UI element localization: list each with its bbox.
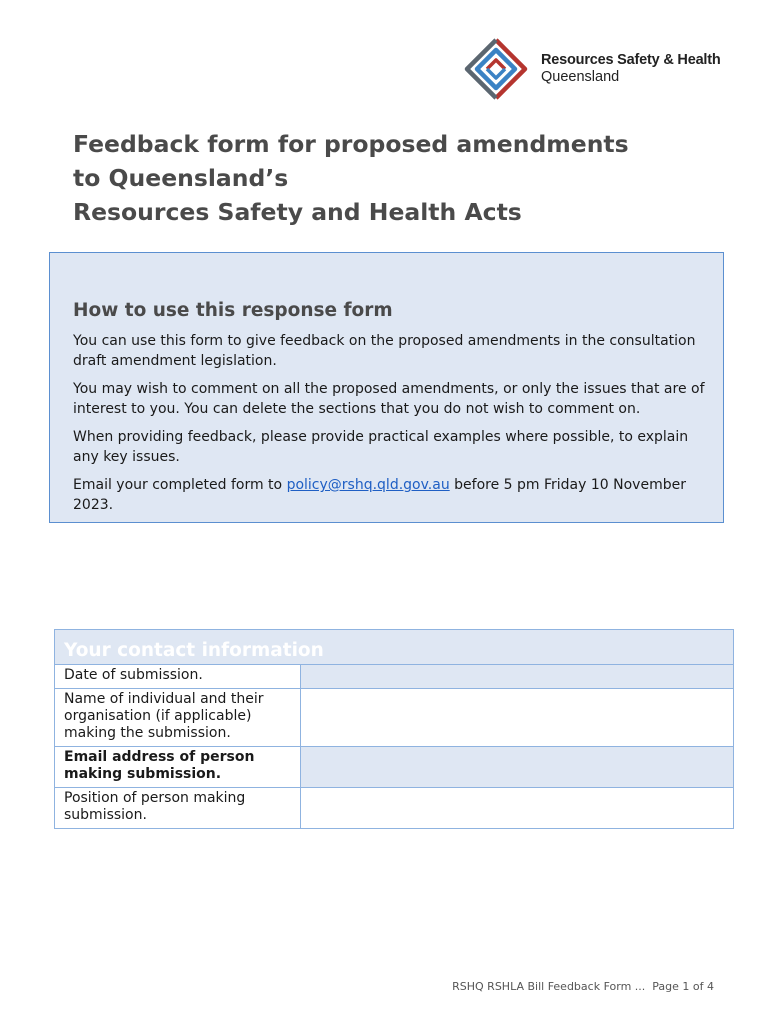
position-field[interactable] xyxy=(301,788,734,829)
footer-page: Page 1 of 4 xyxy=(652,980,714,993)
row-label: Name of individual and their organisation (if applicable) making the submission. xyxy=(55,689,301,747)
footer-doc: RSHQ RSHLA Bill Feedback Form ... xyxy=(452,980,646,993)
table-row xyxy=(55,665,734,689)
page-footer xyxy=(452,980,714,993)
contact-table xyxy=(54,629,734,829)
how-to-para2: You may wish to comment on all the proposed amendments, or only the issues that are of interest to you. You can delete the sections that you do not wish to comment on. xyxy=(73,381,705,417)
para4-after: before 5 pm Friday 10 November 2023. xyxy=(73,477,686,513)
table-row xyxy=(55,747,734,788)
logo-wordmark xyxy=(541,52,721,86)
table-row xyxy=(55,788,734,829)
email-link[interactable]: policy@rshq.qld.gov.au xyxy=(286,477,450,493)
contact-heading: Your contact information xyxy=(55,630,734,665)
contact-header-row xyxy=(55,630,734,665)
email-field[interactable] xyxy=(301,747,734,788)
logo-line1: Resources Safety & Health xyxy=(541,52,721,68)
para4-before: Email your completed form to xyxy=(73,477,287,493)
page-title xyxy=(73,127,713,229)
how-to-para1: You can use this form to give feedback on the proposed amendments in the consultation draft amendment legislation. xyxy=(73,333,696,369)
row-label: Email address of person making submission. xyxy=(55,747,301,788)
logo-line2: Queensland xyxy=(541,69,620,85)
how-to-para3: When providing feedback, please provide practical examples where possible, to explain any key issues. xyxy=(73,429,689,465)
name-field[interactable] xyxy=(301,689,734,747)
title-line1: Feedback form for proposed amendments xyxy=(73,130,629,158)
date-field[interactable] xyxy=(301,665,734,689)
row-label: Position of person making submission. xyxy=(55,788,301,829)
rshq-logo xyxy=(463,36,723,102)
how-to-heading: How to use this response form xyxy=(73,300,393,321)
how-to-para4 xyxy=(73,475,713,515)
row-label: Date of submission. xyxy=(55,665,301,689)
table-row xyxy=(55,689,734,747)
title-line2: to Queensland’s xyxy=(73,164,289,192)
title-line3: Resources Safety and Health Acts xyxy=(73,198,522,226)
rshq-logo-mark-icon xyxy=(463,36,529,102)
how-to-content xyxy=(73,300,713,523)
